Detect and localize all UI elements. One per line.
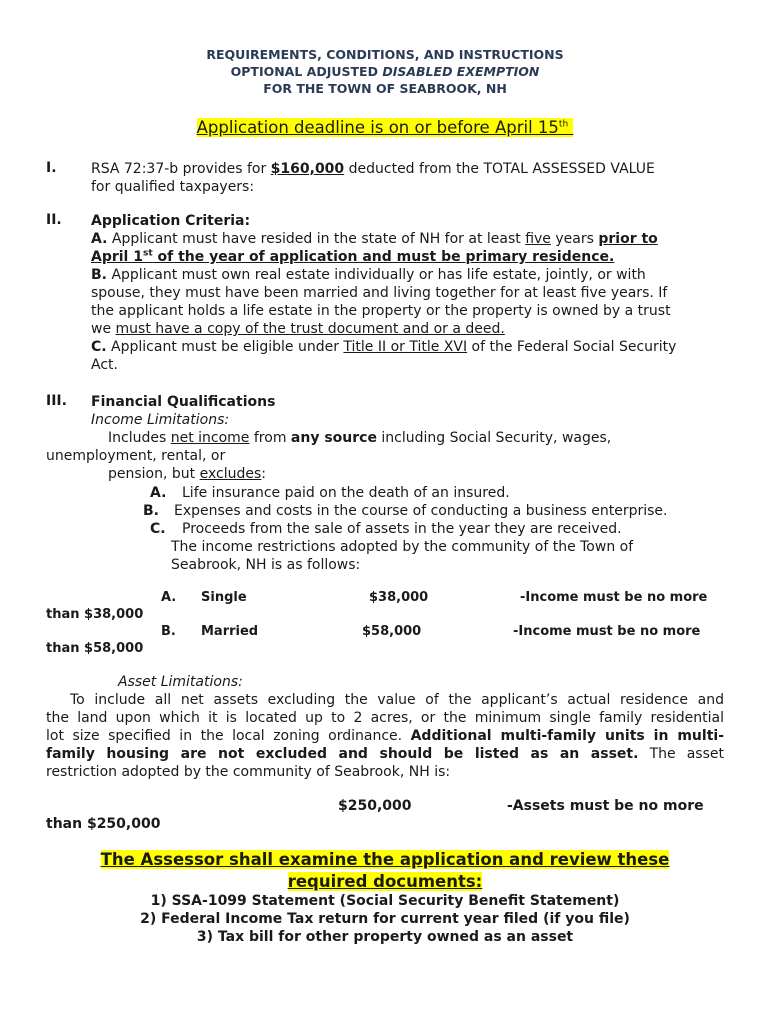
income-row-amount: $58,000 xyxy=(362,624,422,639)
asset-line-1: To include all net assets excluding the value of the applicant’s actual residence and xyxy=(70,692,724,708)
income-line-2: unemployment, rental, or xyxy=(46,448,226,464)
criteria-c-line-2: Act. xyxy=(91,357,118,373)
exclusion-b-text: Expenses and costs in the course of conducting a business enterprise. xyxy=(174,503,668,519)
income-row-note: -Income must be no more xyxy=(520,590,708,605)
income-row-label: A. xyxy=(161,590,177,605)
exclusion-c-text: Proceeds from the sale of assets in the year they are received. xyxy=(182,521,622,537)
income-row-amount: $38,000 xyxy=(369,590,429,605)
section-1-numeral: I. xyxy=(46,160,57,176)
criteria-a-line-2: April 1st of the year of application and must be primary residence. xyxy=(91,248,615,265)
income-heading: Income Limitations: xyxy=(91,412,230,428)
section-1-line-1: RSA 72:37-b provides for $160,000 deducted from the TOTAL ASSESSED VALUE xyxy=(91,161,655,177)
asset-wrap: than $250,000 xyxy=(46,816,161,832)
assessor-title-line-1: The Assessor shall examine the application and review these xyxy=(100,850,670,869)
header-line-1: REQUIREMENTS, CONDITIONS, AND INSTRUCTIONS xyxy=(206,47,564,62)
section-3-numeral: III. xyxy=(46,393,67,409)
section-2-numeral: II. xyxy=(46,212,62,228)
header-line-2: OPTIONAL ADJUSTED DISABLED EXEMPTION xyxy=(230,64,540,79)
income-row-status: Single xyxy=(201,590,247,605)
section-2-title: Application Criteria: xyxy=(91,213,251,229)
restriction-line-1: The income restrictions adopted by the community of the Town of xyxy=(171,539,634,555)
section-1-line-2: for qualified taxpayers: xyxy=(91,179,255,195)
income-row-wrap: than $38,000 xyxy=(46,607,144,622)
asset-line-3: lot size specified in the local zoning ordinance. Additional multi-family units in multi- xyxy=(46,728,725,744)
exclusion-a-label: A. xyxy=(150,485,167,501)
income-row-wrap: than $58,000 xyxy=(46,641,144,656)
exclusion-a-text: Life insurance paid on the death of an insured. xyxy=(182,485,510,501)
asset-heading: Asset Limitations: xyxy=(118,674,243,690)
required-document: 1) SSA-1099 Statement (Social Security Benefit Statement) xyxy=(150,893,620,909)
criteria-b-line-3: the applicant holds a life estate in the property or the property is owned by a trust xyxy=(91,303,671,319)
asset-amount: $250,000 xyxy=(338,798,412,814)
income-row-status: Married xyxy=(201,624,259,639)
asset-line-5: restriction adopted by the community of Seabrook, NH is: xyxy=(46,764,451,780)
criteria-a-line-1: A. Applicant must have resided in the state of NH for at least five years prior to xyxy=(91,231,658,247)
assessor-title-line-2: required documents: xyxy=(287,872,483,891)
restriction-line-2: Seabrook, NH is as follows: xyxy=(171,557,361,573)
required-document: 3) Tax bill for other property owned as an asset xyxy=(196,929,574,945)
deadline-banner: Application deadline is on or before April 15th xyxy=(0,118,770,137)
income-line-1: Includes net income from any source including Social Security, wages, xyxy=(108,430,612,446)
header-line-3: FOR THE TOWN OF SEABROOK, NH xyxy=(263,81,507,96)
criteria-b-line-1: B. Applicant must own real estate individually or has life estate, jointly, or with xyxy=(91,267,646,283)
income-row-note: -Income must be no more xyxy=(513,624,701,639)
criteria-c-line-1: C. Applicant must be eligible under Title II or Title XVI of the Federal Social Security xyxy=(91,339,677,355)
asset-note: -Assets must be no more xyxy=(507,798,704,814)
criteria-b-line-4: we must have a copy of the trust document and or a deed. xyxy=(91,321,505,337)
required-document: 2) Federal Income Tax return for current year filed (if you file) xyxy=(140,911,630,927)
exclusion-b-label: B. xyxy=(143,503,159,519)
asset-line-2: the land upon which it is located up to 2 acres, or the minimum single family residential xyxy=(46,710,724,726)
income-row-label: B. xyxy=(161,624,176,639)
exclusion-c-label: C. xyxy=(150,521,166,537)
criteria-b-line-2: spouse, they must have been married and living together for at least five years. If xyxy=(91,285,668,301)
income-line-3: pension, but excludes: xyxy=(108,466,266,482)
asset-line-4: family housing are not excluded and should be listed as an asset. The asset xyxy=(46,746,724,762)
section-3-title: Financial Qualifications xyxy=(91,394,276,410)
